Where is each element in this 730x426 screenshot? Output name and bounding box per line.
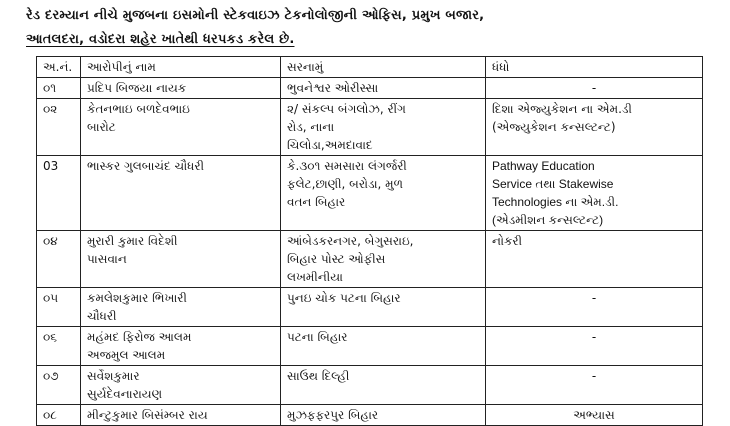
cell-name: મીન્ટુકુમાર બિસંમ્બર રાય: [81, 405, 281, 426]
cell-name: ભાસ્કર ગુલબાચંદ ચૌધરી: [81, 156, 281, 231]
cell-occupation: -: [486, 78, 703, 99]
cell-name: કેતનભાઇ બળદેવભાઇ બારોટ: [81, 99, 281, 156]
cell-occupation: નોકરી: [486, 231, 703, 288]
cell-name: કમલેશકુમાર ભિખારી ચૌધરી: [81, 288, 281, 327]
table-row: [37, 327, 703, 366]
cell-serial: ૦૫: [37, 288, 81, 327]
table-row: [37, 231, 703, 288]
cell-address: મુઝફફરપુર બિહાર: [281, 405, 486, 426]
cell-name: મહંમદ ફિરોજ આલમ અજમુલ આલમ: [81, 327, 281, 366]
table-row: [37, 156, 703, 231]
intro-line-1: રેડ દરમ્યાન નીચે મુજબના ઇસમોની સ્ટેકવાઇઝ ટેકનોલોજીની ઓફિસ, પ્રમુખ બજાર,: [26, 8, 485, 23]
cell-occupation: -: [486, 288, 703, 327]
cell-serial: 03: [37, 156, 81, 231]
cell-serial: ૦૧: [37, 78, 81, 99]
cell-name: પ્રદિપ બિજયા નાયક: [81, 78, 281, 99]
cell-occupation: -: [486, 366, 703, 405]
accused-table: [36, 56, 703, 426]
cell-address: ભુવનેશ્વર ઓરીસ્સા: [281, 78, 486, 99]
cell-serial: ૦૭: [37, 366, 81, 405]
intro-line-2: આતલદરા, વડોદરા શહેર ખાતેથી ધરપકડ કરેલ છે.: [26, 32, 295, 47]
cell-serial: ૦૬: [37, 327, 81, 366]
cell-name: મુરારી કુમાર વિદેશી પાસવાન: [81, 231, 281, 288]
cell-address: ૨/ સંકલ્પ બંગલોઝ, રીંગ રોડ, નાના ચિલોડા,અમદાવાદ: [281, 99, 486, 156]
header-address: સરનામું: [281, 57, 486, 78]
cell-address: કે.૩૦૧ સમસારા લંગર્જરી ફલેટ,છાણી, બરોડા, મુળ વતન બિહાર: [281, 156, 486, 231]
cell-serial: ૦૪: [37, 231, 81, 288]
header-serial: અ.નં.: [37, 57, 81, 78]
table-row: [37, 78, 703, 99]
cell-name: સર્વેશકુમાર સુર્યદેવનારાયણ: [81, 366, 281, 405]
intro-paragraph: [26, 4, 716, 52]
header-name: આરોપીનું નામ: [81, 57, 281, 78]
cell-address: પટના બિહાર: [281, 327, 486, 366]
cell-occupation: અભ્યાસ: [486, 405, 703, 426]
cell-serial: ૦૨: [37, 99, 81, 156]
table-row: [37, 99, 703, 156]
cell-occupation: -: [486, 327, 703, 366]
table-header-row: [37, 57, 703, 78]
cell-address: આંબેડકરનગર, બેગુસરાઇ, બિહાર પોસ્ટ ઓફીસ લખમીનીયા: [281, 231, 486, 288]
table-row: [37, 405, 703, 426]
cell-address: પુનઇ ચોક પટના બિહાર: [281, 288, 486, 327]
table-row: [37, 288, 703, 327]
cell-occupation: દિશા એજ્યુકેશન ના એમ.ડી (એજ્યુકેશન કન્સલ્ટન્ટ): [486, 99, 703, 156]
header-occupation: ધંધો: [486, 57, 703, 78]
cell-serial: ૦૮: [37, 405, 81, 426]
cell-occupation: Pathway Education Service તથા Stakewise Technologies ના એમ.ડી. (એડમીશન કન્સલ્ટન્ટ): [486, 156, 703, 231]
table-row: [37, 366, 703, 405]
cell-address: સાઉથ દિલ્હી: [281, 366, 486, 405]
